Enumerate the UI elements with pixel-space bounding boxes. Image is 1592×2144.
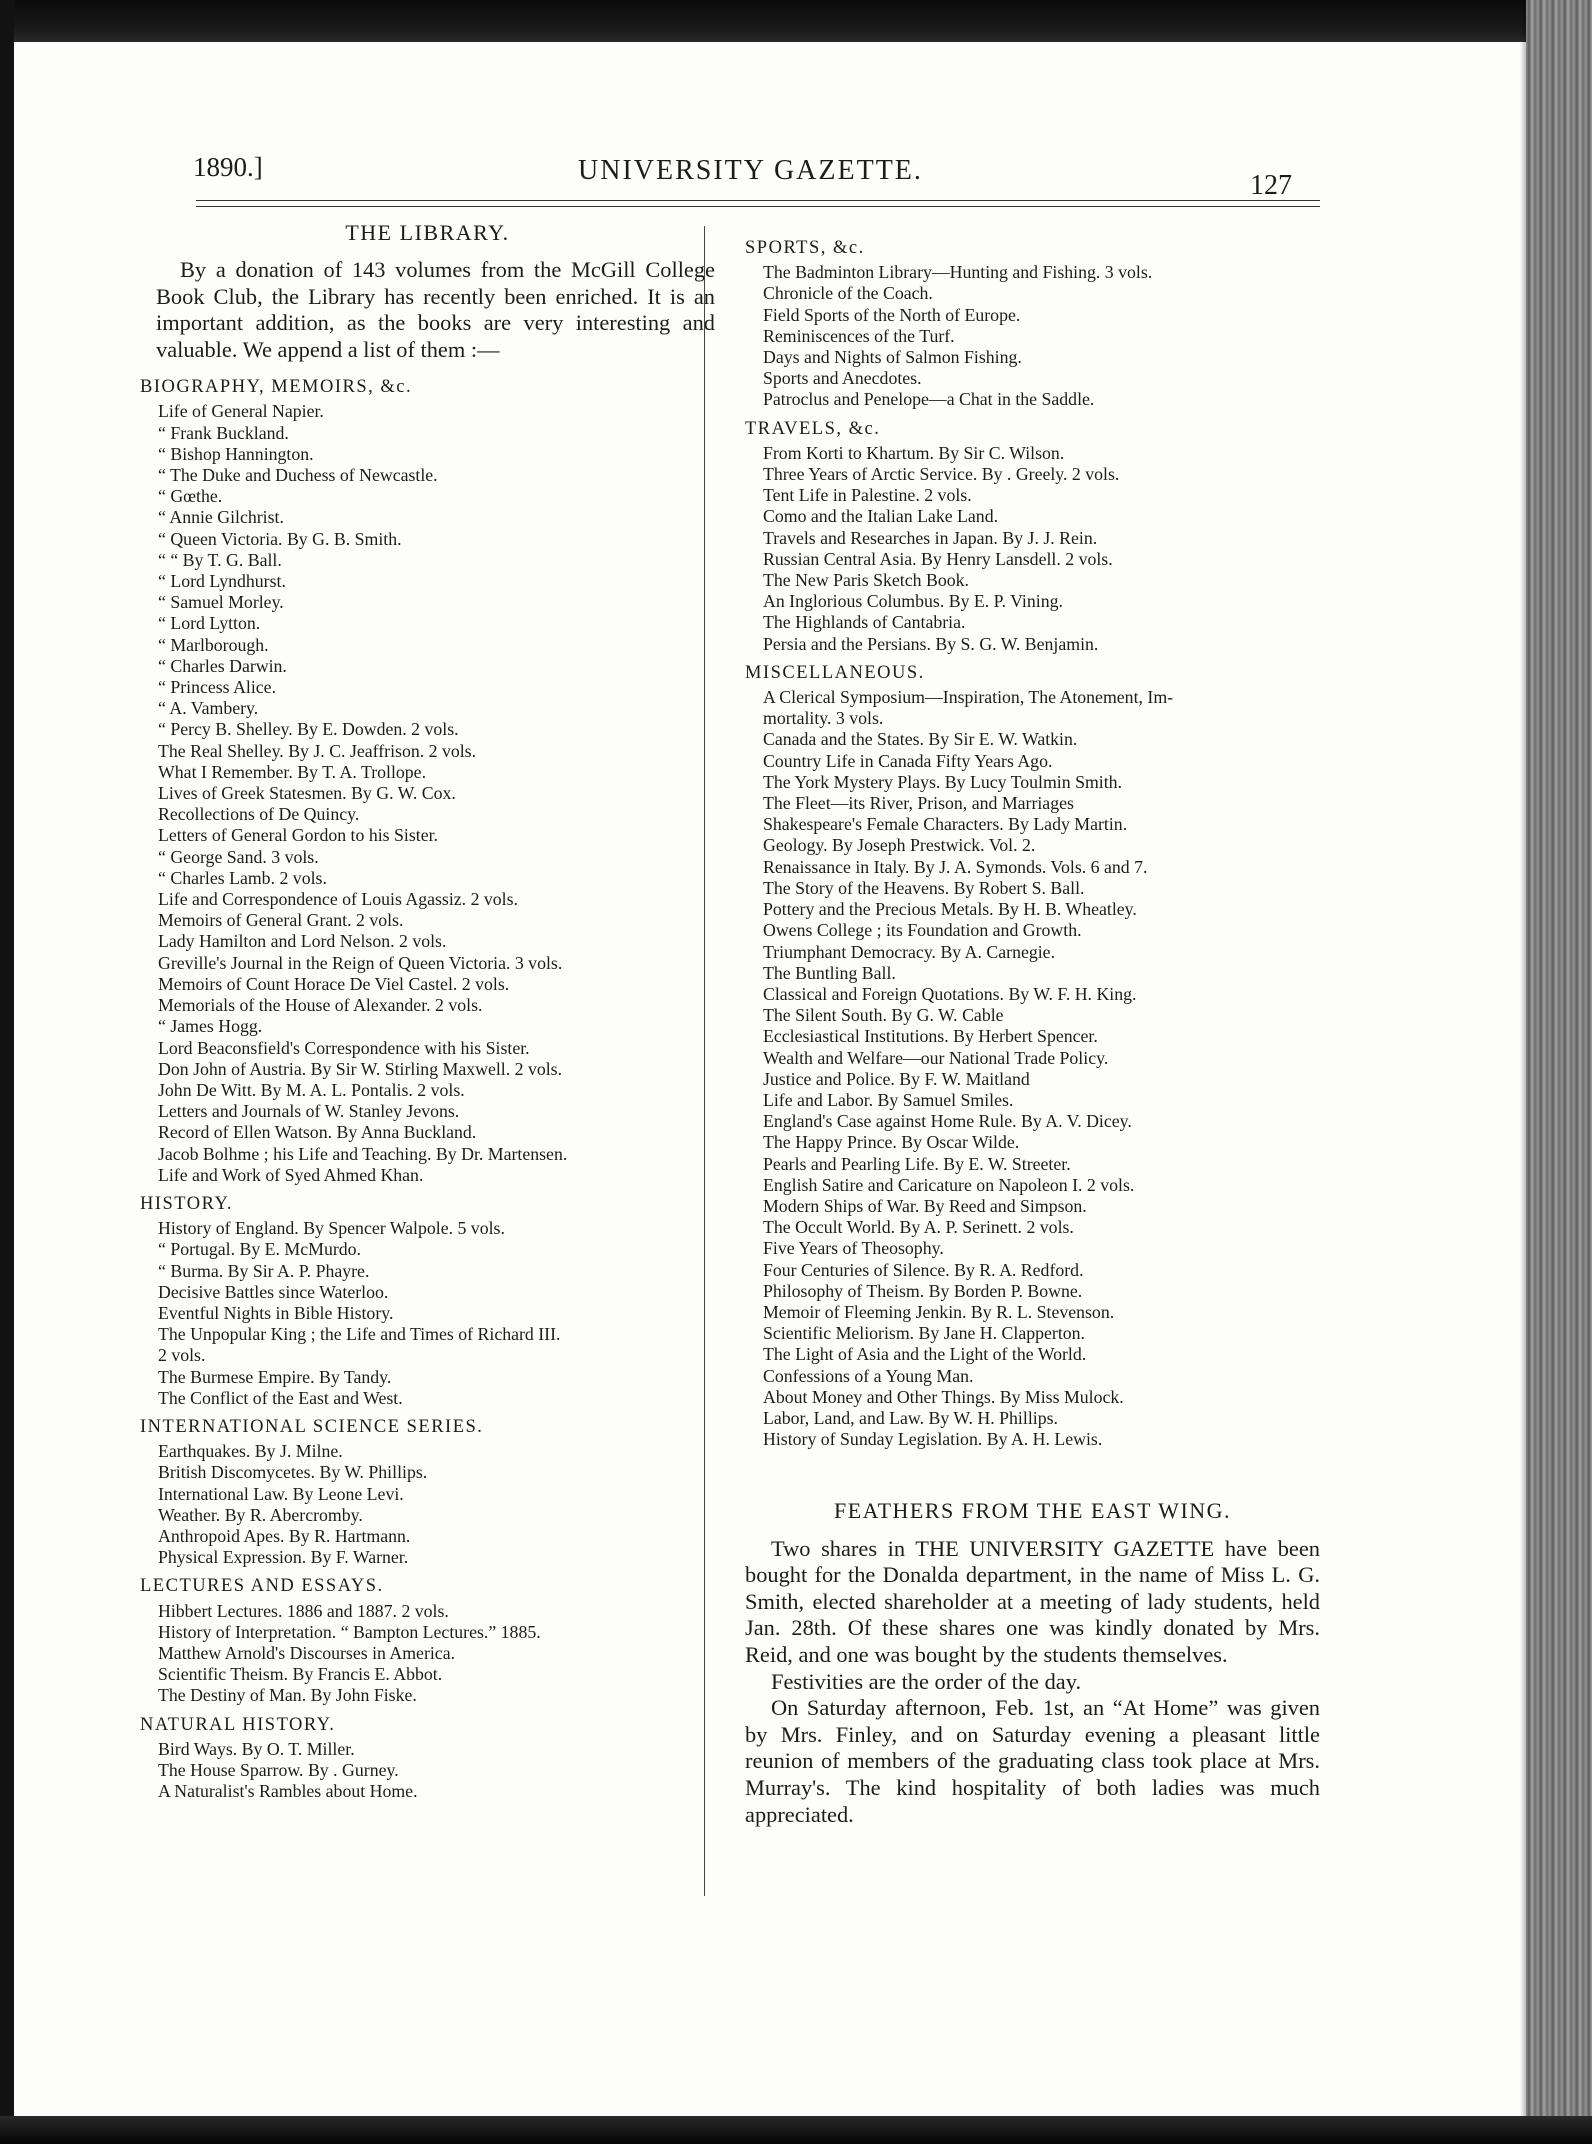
book-entry: “ Bishop Hannington. bbox=[158, 443, 314, 464]
book-entry: Hibbert Lectures. 1886 and 1887. 2 vols. bbox=[158, 1600, 449, 1621]
book-entry: Life of General Napier. bbox=[158, 401, 324, 422]
book-entry: Owens College ; its Foundation and Growth. bbox=[763, 920, 1082, 941]
book-entry: Letters and Journals of W. Stanley Jevons. bbox=[158, 1101, 460, 1122]
book-entry: Letters of General Gordon to his Sister. bbox=[158, 825, 438, 846]
book-entry: History of Sunday Legislation. By A. H. Lewis. bbox=[763, 1429, 1103, 1450]
book-entry: Lady Hamilton and Lord Nelson. 2 vols. bbox=[158, 931, 447, 952]
feathers-paragraph-1: Two shares in THE UNIVERSITY GAZETTE have been bought for the Donalda department, in the name of Miss L. G. Smith, elected shareholder at a meeting of lady students, held Jan. 28th. Of these shares one was kindly donated by Mrs. Reid, and one was bought by the students themselves. bbox=[745, 1535, 1320, 1667]
section-heading: BIOGRAPHY, MEMOIRS, &c. bbox=[140, 377, 413, 398]
book-entry: The New Paris Sketch Book. bbox=[763, 570, 969, 591]
book-entry: The York Mystery Plays. By Lucy Toulmin Smith. bbox=[763, 771, 1123, 792]
book-entry: Pearls and Pearling Life. By E. W. Streeter. bbox=[763, 1153, 1071, 1174]
book-entry: Life and Work of Syed Ahmed Khan. bbox=[158, 1164, 424, 1185]
book-entry: Lord Beaconsfield's Correspondence with his Sister. bbox=[158, 1037, 530, 1058]
book-entry: A Naturalist's Rambles about Home. bbox=[158, 1781, 418, 1802]
book-entry: Reminiscences of the Turf. bbox=[763, 325, 955, 346]
book-entry: “ Lord Lytton. bbox=[158, 613, 261, 634]
book-entry: “ A. Vambery. bbox=[158, 698, 259, 719]
scan-right-border bbox=[1526, 0, 1592, 2144]
book-entry: Canada and the States. By Sir E. W. Watkin. bbox=[763, 729, 1078, 750]
book-entry: Chronicle of the Coach. bbox=[763, 283, 933, 304]
right-sections bbox=[745, 238, 1320, 1450]
scan-top-border bbox=[0, 0, 1592, 42]
book-entry: Matthew Arnold's Discourses in America. bbox=[158, 1642, 456, 1663]
book-entry: “ Princess Alice. bbox=[158, 677, 277, 698]
book-entry: “ Marlborough. bbox=[158, 634, 269, 655]
book-entry: Geology. By Joseph Prestwick. Vol. 2. bbox=[763, 835, 1036, 856]
book-entry: The Highlands of Cantabria. bbox=[763, 612, 966, 633]
library-intro: By a donation of 143 volumes from the McGill College Book Club, the Library has recently been enriched. It is an important addition, as the books are very interesting and valuable. We append a list of them :— bbox=[156, 257, 715, 362]
book-entry: Memoirs of Count Horace De Viel Castel. 2 vols. bbox=[158, 973, 510, 994]
book-entry: Five Years of Theosophy. bbox=[763, 1238, 944, 1259]
book-entry: The Silent South. By G. W. Cable bbox=[763, 1005, 1004, 1026]
book-entry: “ “ By T. G. Ball. bbox=[158, 549, 282, 570]
book-entry: “ Gœthe. bbox=[158, 486, 223, 507]
book-entry: “ Frank Buckland. bbox=[158, 422, 289, 443]
section-heading: LECTURES AND ESSAYS. bbox=[140, 1576, 384, 1597]
library-title: THE LIBRARY. bbox=[345, 220, 510, 245]
book-entry: Weather. By R. Abercromby. bbox=[158, 1504, 363, 1525]
book-entry: Memoir of Fleeming Jenkin. By R. L. Stevenson. bbox=[763, 1301, 1115, 1322]
book-entry: Ecclesiastical Institutions. By Herbert Spencer. bbox=[763, 1026, 1098, 1047]
book-entry: Memorials of the House of Alexander. 2 vols. bbox=[158, 995, 483, 1016]
left-column bbox=[140, 222, 715, 1802]
book-entry: Patroclus and Penelope—a Chat in the Saddle. bbox=[763, 389, 1095, 410]
book-entry: Labor, Land, and Law. By W. H. Phillips. bbox=[763, 1407, 1058, 1428]
book-entry: “ The Duke and Duchess of Newcastle. bbox=[158, 465, 438, 486]
book-entry: Don John of Austria. By Sir W. Stirling Maxwell. 2 vols. bbox=[158, 1058, 563, 1079]
book-entry: Scientific Meliorism. By Jane H. Clapperton. bbox=[763, 1323, 1085, 1344]
book-entry: Days and Nights of Salmon Fishing. bbox=[763, 347, 1022, 368]
book-entry: “ Portugal. By E. McMurdo. bbox=[158, 1239, 361, 1260]
book-entry: The Occult World. By A. P. Serinett. 2 vols. bbox=[763, 1217, 1074, 1238]
header-rule-top bbox=[196, 200, 1320, 201]
book-entry: Earthquakes. By J. Milne. bbox=[158, 1441, 343, 1462]
book-entry: Decisive Battles since Waterloo. bbox=[158, 1281, 389, 1302]
book-entry: The Light of Asia and the Light of the World. bbox=[763, 1344, 1087, 1365]
book-entry: “ George Sand. 3 vols. bbox=[158, 846, 319, 867]
book-entry: The Destiny of Man. By John Fiske. bbox=[158, 1685, 417, 1706]
section-heading: INTERNATIONAL SCIENCE SERIES. bbox=[140, 1416, 484, 1437]
section-heading: SPORTS, &c. bbox=[745, 238, 865, 258]
book-entry: mortality. 3 vols. bbox=[763, 708, 884, 729]
book-entry: What I Remember. By T. A. Trollope. bbox=[158, 761, 427, 782]
book-entry: History of England. By Spencer Walpole. 5 vols. bbox=[158, 1218, 505, 1239]
book-entry: The Buntling Ball. bbox=[763, 962, 896, 983]
page-number: 127 bbox=[1250, 170, 1292, 201]
book-entry: John De Witt. By M. A. L. Pontalis. 2 vols. bbox=[158, 1079, 465, 1100]
book-entry: Life and Labor. By Samuel Smiles. bbox=[763, 1089, 1014, 1110]
book-entry: Physical Expression. By F. Warner. bbox=[158, 1547, 409, 1568]
book-entry: “ Annie Gilchrist. bbox=[158, 507, 284, 528]
book-entry: Wealth and Welfare—our National Trade Policy. bbox=[763, 1047, 1109, 1068]
book-entry: Life and Correspondence of Louis Agassiz. 2 vols. bbox=[158, 889, 518, 910]
book-entry: Recollections of De Quincy. bbox=[158, 804, 360, 825]
book-entry: Russian Central Asia. By Henry Lansdell. 2 vols. bbox=[763, 548, 1113, 569]
book-entry: “ James Hogg. bbox=[158, 1016, 263, 1037]
book-entry: Lives of Greek Statesmen. By G. W. Cox. bbox=[158, 783, 456, 804]
book-entry: Four Centuries of Silence. By R. A. Redford. bbox=[763, 1259, 1084, 1280]
section-heading: TRAVELS, &c. bbox=[745, 418, 881, 439]
section-heading: MISCELLANEOUS. bbox=[745, 662, 925, 683]
book-entry: The Unpopular King ; the Life and Times of Richard III. bbox=[158, 1324, 561, 1345]
section-heading: HISTORY. bbox=[140, 1193, 234, 1214]
book-entry: Scientific Theism. By Francis E. Abbot. bbox=[158, 1664, 443, 1685]
right-column bbox=[745, 230, 1320, 1828]
book-entry: The Badminton Library—Hunting and Fishing. 3 vols. bbox=[763, 262, 1153, 283]
book-entry: “ Lord Lyndhurst. bbox=[158, 571, 286, 592]
book-entry: “ Charles Lamb. 2 vols. bbox=[158, 867, 327, 888]
book-entry: England's Case against Home Rule. By A. V. Dicey. bbox=[763, 1111, 1132, 1132]
book-entry: Como and the Italian Lake Land. bbox=[763, 506, 999, 527]
book-entry: “ Percy B. Shelley. By E. Dowden. 2 vols. bbox=[158, 719, 459, 740]
feathers-title: FEATHERS FROM THE EAST WING. bbox=[833, 1498, 1232, 1524]
book-entry: Greville's Journal in the Reign of Queen Victoria. 3 vols. bbox=[158, 952, 563, 973]
feathers-paragraph-3: On Saturday afternoon, Feb. 1st, an “At Home” was given by Mrs. Finley, and on Saturday evening a pleasant little reunion of members of the graduating class took place at Mrs. Murray's. The kind hospitality of both ladies was much appreciated. bbox=[745, 1695, 1320, 1827]
column-divider bbox=[704, 226, 705, 1896]
book-entry: English Satire and Caricature on Napoleon I. 2 vols. bbox=[763, 1174, 1135, 1195]
book-entry: Jacob Bolhme ; his Life and Teaching. By Dr. Martensen. bbox=[158, 1143, 568, 1164]
book-entry: “ Queen Victoria. By G. B. Smith. bbox=[158, 528, 402, 549]
book-entry: Triumphant Democracy. By A. Carnegie. bbox=[763, 941, 1056, 962]
book-entry: International Law. By Leone Levi. bbox=[158, 1483, 404, 1504]
book-entry: Sports and Anecdotes. bbox=[763, 368, 922, 389]
book-entry: The Burmese Empire. By Tandy. bbox=[158, 1366, 392, 1387]
book-entry: The Real Shelley. By J. C. Jeaffrison. 2 vols. bbox=[158, 740, 477, 761]
scan-left-border bbox=[0, 0, 14, 2144]
feathers-paragraph-2: Festivities are the order of the day. bbox=[771, 1668, 1082, 1694]
book-entry: From Korti to Khartum. By Sir C. Wilson. bbox=[763, 442, 1065, 463]
book-entry: The Conflict of the East and West. bbox=[158, 1387, 403, 1408]
book-entry: “ Burma. By Sir A. P. Phayre. bbox=[158, 1260, 370, 1281]
book-entry: The Happy Prince. By Oscar Wilde. bbox=[763, 1132, 1020, 1153]
book-entry: Country Life in Canada Fifty Years Ago. bbox=[763, 750, 1053, 771]
page-header bbox=[190, 152, 1320, 202]
book-entry: “ Samuel Morley. bbox=[158, 592, 284, 613]
book-entry: History of Interpretation. “ Bampton Lectures.” 1885. bbox=[158, 1621, 541, 1642]
book-entry: “ Charles Darwin. bbox=[158, 655, 287, 676]
book-entry: Bird Ways. By O. T. Miller. bbox=[158, 1738, 355, 1759]
book-entry: Renaissance in Italy. By J. A. Symonds. Vols. 6 and 7. bbox=[763, 856, 1148, 877]
header-date: 1890.] bbox=[193, 152, 263, 182]
header-title: UNIVERSITY GAZETTE. bbox=[578, 155, 923, 186]
book-entry: A Clerical Symposium—Inspiration, The Atonement, Im- bbox=[763, 687, 1174, 708]
book-entry: Shakespeare's Female Characters. By Lady Martin. bbox=[763, 814, 1128, 835]
header-rule-bottom bbox=[196, 206, 1320, 207]
book-entry: Record of Ellen Watson. By Anna Buckland. bbox=[158, 1122, 477, 1143]
left-sections bbox=[140, 377, 715, 1802]
book-entry: Tent Life in Palestine. 2 vols. bbox=[763, 485, 972, 506]
scan-bottom-border bbox=[0, 2116, 1592, 2144]
book-entry: 2 vols. bbox=[158, 1345, 206, 1366]
book-entry: Eventful Nights in Bible History. bbox=[158, 1302, 394, 1323]
book-entry: Field Sports of the North of Europe. bbox=[763, 304, 1021, 325]
book-entry: The Fleet—its River, Prison, and Marriages bbox=[763, 793, 1074, 814]
book-entry: The Story of the Heavens. By Robert S. Ball. bbox=[763, 877, 1085, 898]
book-entry: Justice and Police. By F. W. Maitland bbox=[763, 1068, 1030, 1089]
book-entry: An Inglorious Columbus. By E. P. Vining. bbox=[763, 591, 1063, 612]
book-entry: British Discomycetes. By W. Phillips. bbox=[158, 1462, 428, 1483]
book-entry: About Money and Other Things. By Miss Mulock. bbox=[763, 1386, 1124, 1407]
book-entry: Confessions of a Young Man. bbox=[763, 1365, 974, 1386]
book-entry: The House Sparrow. By . Gurney. bbox=[158, 1760, 399, 1780]
book-entry: Classical and Foreign Quotations. By W. F. H. King. bbox=[763, 983, 1137, 1004]
section-heading: NATURAL HISTORY. bbox=[140, 1714, 336, 1735]
book-entry: Three Years of Arctic Service. By . Greely. 2 vols. bbox=[763, 464, 1120, 485]
book-entry: Persia and the Persians. By S. G. W. Benjamin. bbox=[763, 633, 1099, 654]
book-entry: Philosophy of Theism. By Borden P. Bowne. bbox=[763, 1280, 1083, 1301]
book-entry: Pottery and the Precious Metals. By H. B. Wheatley. bbox=[763, 899, 1137, 920]
book-entry: Anthropoid Apes. By R. Hartmann. bbox=[158, 1525, 411, 1546]
book-entry: Travels and Researches in Japan. By J. J. Rein. bbox=[763, 527, 1098, 548]
book-entry: Modern Ships of War. By Reed and Simpson. bbox=[763, 1195, 1087, 1216]
book-entry: Memoirs of General Grant. 2 vols. bbox=[158, 910, 404, 931]
